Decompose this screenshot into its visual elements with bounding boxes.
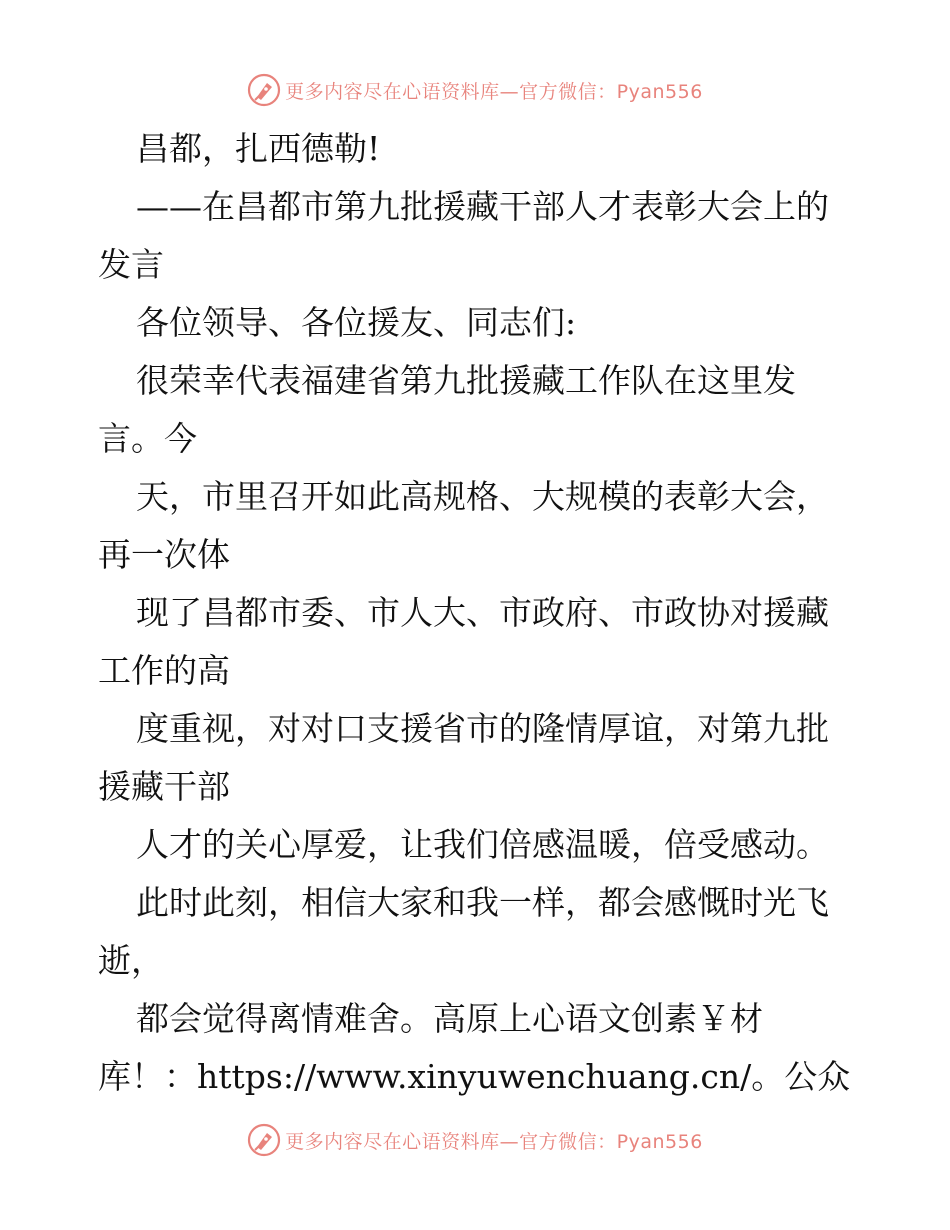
paragraph-line: 工作的高 bbox=[98, 651, 230, 690]
doc-subtitle-cont: 发言 bbox=[98, 245, 164, 284]
paragraph-line: 逝， bbox=[98, 941, 164, 980]
paragraph-line: 现了昌都市委、市人大、市政府、市政协对援藏 bbox=[136, 593, 829, 632]
paragraph-line-url: 库！：https://www.xinyuwenchuang.cn/。公众 bbox=[98, 1057, 851, 1096]
doc-title: 昌都，扎西德勒! bbox=[136, 129, 381, 168]
paragraph-line: 人才的关心厚爱，让我们倍感温暖，倍受感动。 bbox=[136, 825, 829, 864]
doc-subtitle: ——在昌都市第九批援藏干部人才表彰大会上的 bbox=[136, 187, 829, 226]
paragraph-line: 此时此刻，相信大家和我一样，都会感慨时光飞 bbox=[136, 883, 829, 922]
paragraph-line: 再一次体 bbox=[98, 535, 230, 574]
paragraph-line: 很荣幸代表福建省第九批援藏工作队在这里发 bbox=[136, 361, 796, 400]
watermark-text: 更多内容尽在心语资料库—官方微信：Pyan556 bbox=[285, 1130, 703, 1153]
paragraph-line: 度重视，对对口支援省市的隆情厚谊，对第九批 bbox=[136, 709, 829, 748]
paragraph-line: 天，市里召开如此高规格、大规模的表彰大会， bbox=[136, 477, 829, 516]
watermark-text: 更多内容尽在心语资料库—官方微信：Pyan556 bbox=[285, 80, 703, 103]
paragraph-line: 援藏干部 bbox=[98, 767, 230, 806]
paragraph-line: 言。今 bbox=[98, 419, 197, 458]
salutation: 各位领导、各位援友、同志们: bbox=[136, 303, 577, 342]
header-watermark bbox=[0, 70, 950, 110]
paragraph-line: 都会觉得离情难舍。高原上心语文创素￥材 bbox=[136, 999, 763, 1038]
footer-watermark bbox=[0, 1120, 950, 1160]
document-body bbox=[98, 120, 858, 1106]
pen-nib-logo-icon bbox=[247, 73, 281, 107]
pen-nib-logo-icon bbox=[247, 1123, 281, 1157]
